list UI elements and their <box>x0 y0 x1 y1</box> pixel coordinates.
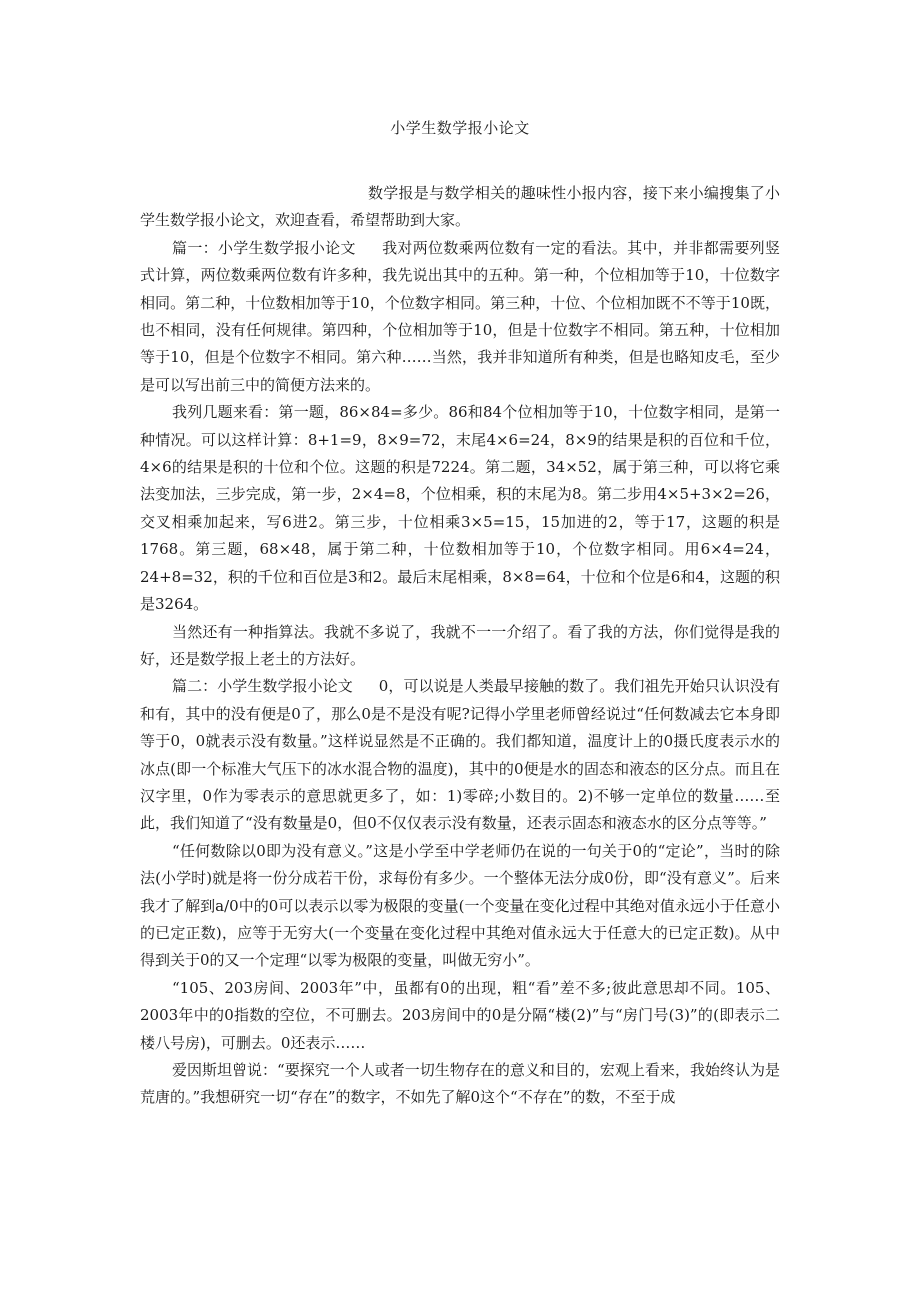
intro-paragraph: 数学报是与数学相关的趣味性小报内容，接下来小编搜集了小学生数学报小论文，欢迎查看，希望帮助到大家。 <box>140 184 780 230</box>
section-two-text: 0，可以说是人类最早接触的数了。我们祖先开始只认识没有和有，其中的没有便是0了，那么0是不是没有呢?记得小学里老师曾经说过“任何数减去它本身即等于0，0就表示没有数量。”这样说显然是不正确的。我们都知道，温度计上的0摄氏度表示水的冰点(即一个标准大气压下的冰水混合物的温度)，其中的0便是水的固态和液态的区分点。而且在汉字里，0作为零表示的意思就更多了，如：1)零碎;小数目的。2)不够一定单位的数量……至此，我们知道了“没有数量是0，但0不仅仅表示没有数量，还表示固态和液态水的区分点等等。” <box>140 677 780 833</box>
finger-method-paragraph: 当然还有一种指算法。我就不多说了，我就不一一介绍了。看了我的方法，你们觉得是我的好，还是数学报上老土的方法好。 <box>140 622 780 668</box>
document-body <box>140 180 780 1112</box>
division-paragraph: “任何数除以0即为没有意义。”这是小学至中学老师仍在说的一句关于0的“定论”，当时的除法(小学时)就是将一份分成若干份，求每份有多少。一个整体无法分成0份，即“没有意义”。后来我才了解到a/0中的0可以表示以零为极限的变量(一个变量在变化过程中其绝对值永远小于任意小的已定正数)，应等于无穷大(一个变量在变化过程中其绝对值永远大于任意大的已定正数)。从中得到关于0的又一个定理“以零为极限的变量，叫做无穷小”。 <box>140 841 780 970</box>
examples-paragraph: 我列几题来看：第一题，86×84=多少。86和84个位相加等于10，十位数字相同，是第一种情况。可以这样计算：8+1=9，8×9=72，末尾4×6=24，8×9的结果是积的百位和千位，4×6的结果是积的十位和个位。这题的积是7224。第二题，34×52，属于第三种，可以将它乘法变加法，三步完成，第一步，2×4=8，个位相乘，积的末尾为8。第二步用4×5+3×2=26，交叉相乘加起来，写6进2。第三步，十位相乘3×5=15，15加进的2，等于17，这题的积是1768。第三题，68×48，属于第二种，十位数相加等于10，个位数字相同。用6×4=24，24+8=32，积的千位和百位是3和2。最后末尾相乘，8×8=64，十位和个位是6和4，这题的积是3264。 <box>140 403 780 614</box>
section-one-heading: 篇一：小学生数学报小论文 <box>172 238 356 257</box>
section-one-text: 我对两位数乘两位数有一定的看法。其中，并非都需要列竖式计算，两位数乘两位数有许多种，我先说出其中的五种。第一种，个位相加等于10，十位数字相同。第二种，十位数相加等于10，个位数字相同。第三种，十位、个位相加既不不等于10既，也不相同，没有任何规律。第四种，个位相加等于10，但是十位数字不相同。第五种，十位相加等于10，但是个位数字不相同。第六种……当然，我并非知道所有种类，但是也略知皮毛，至少是可以写出前三中的简便方法来的。 <box>140 238 780 394</box>
section-one-paragraph <box>140 235 780 399</box>
zero-placeholder-paragraph: “105、203房间、2003年”中，虽都有0的出现，粗“看”差不多;彼此意思却不同。105、2003年中的0指数的空位，不可删去。203房间中的0是分隔“楼(2)”与“房门号(3)”的(即表示二楼八号房)，可删去。0还表示…… <box>140 978 780 1052</box>
document-title: 小学生数学报小论文 <box>390 119 530 137</box>
section-two-heading: 篇二：小学生数学报小论文 <box>172 677 353 696</box>
einstein-paragraph: 爱因斯坦曾说：“要探究一个人或者一切生物存在的意义和目的，宏观上看来，我始终认为是荒唐的。”我想研究一切“存在”的数字，不如先了解0这个“不存在”的数，不至于成 <box>140 1061 780 1107</box>
section-two-paragraph <box>140 673 780 837</box>
